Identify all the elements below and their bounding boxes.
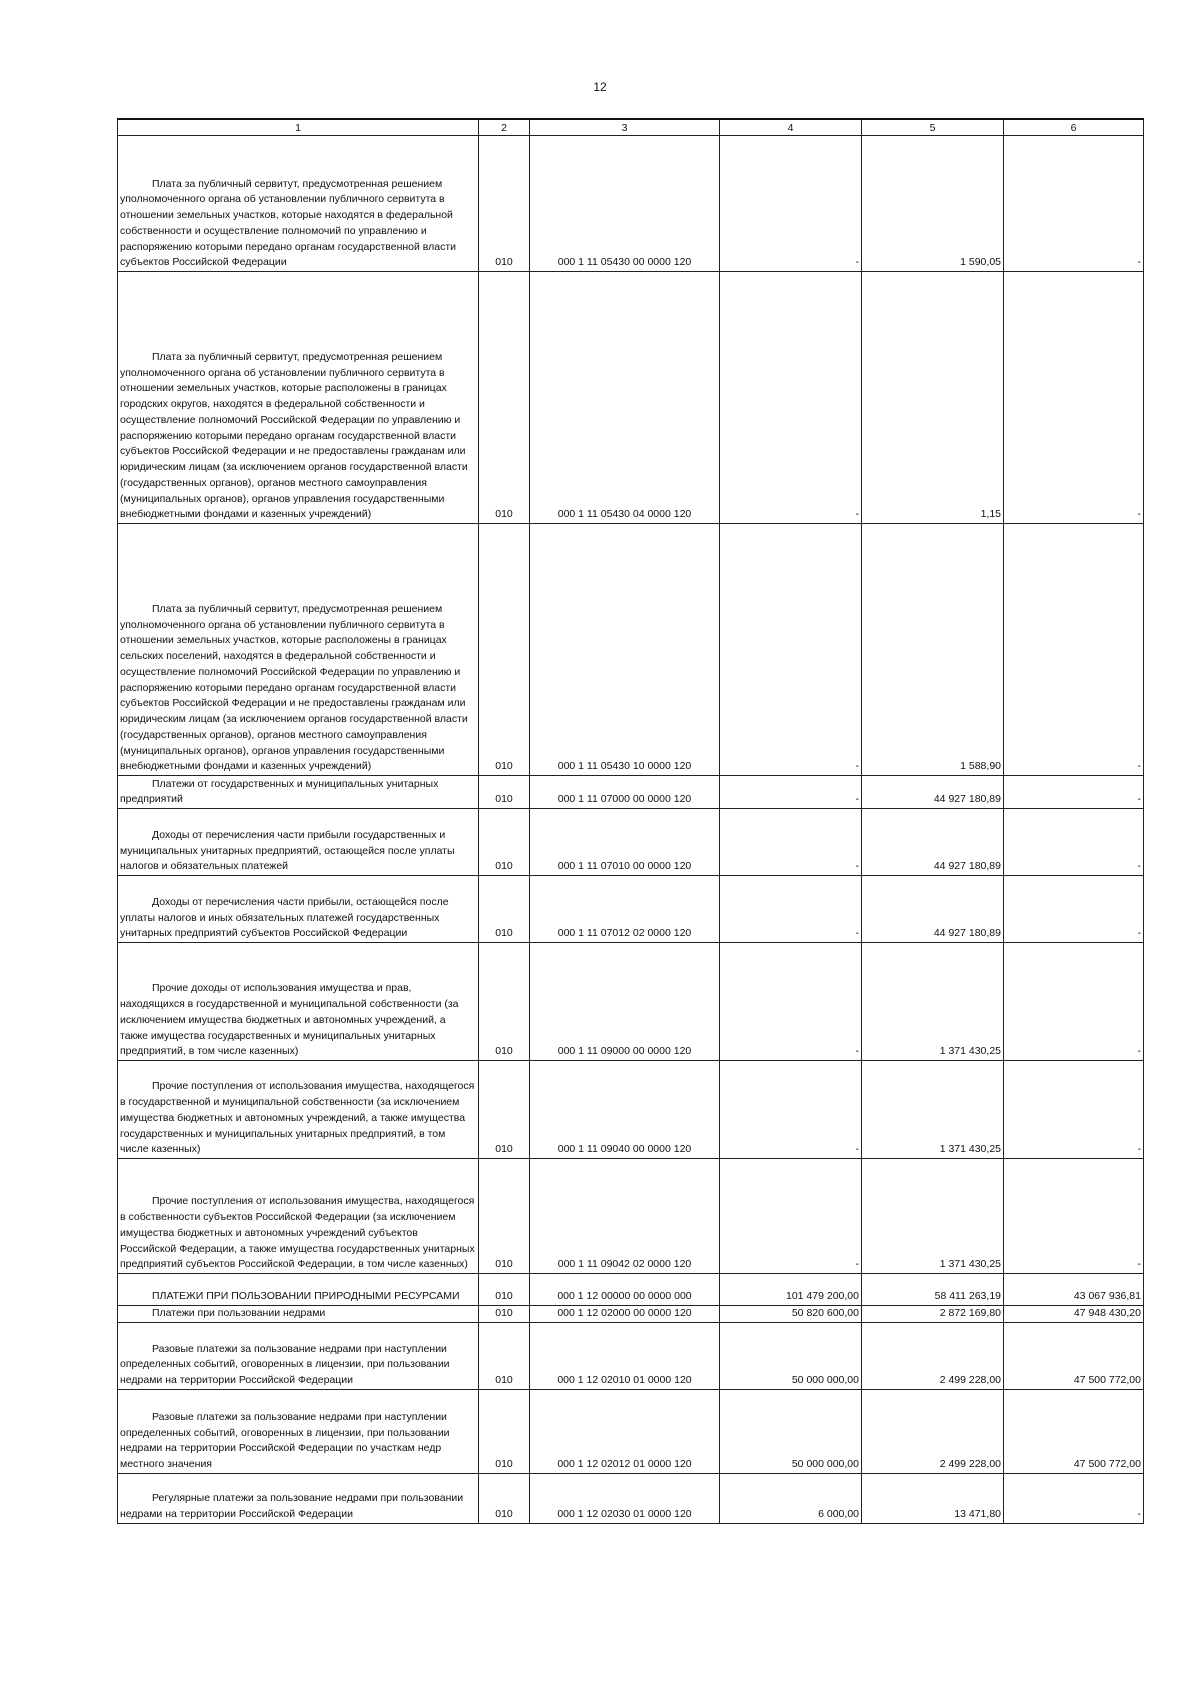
row-col-6: - bbox=[1004, 272, 1144, 524]
row-line-code: 010 bbox=[479, 1159, 530, 1274]
row-col-6: - bbox=[1004, 943, 1144, 1061]
row-name: Платежи от государственных и муниципальных унитарных предприятий bbox=[120, 777, 439, 806]
row-name-cell bbox=[118, 1473, 479, 1523]
row-line-code: 010 bbox=[479, 272, 530, 524]
row-col-5: 44 927 180,89 bbox=[862, 876, 1004, 943]
table-row bbox=[118, 136, 1144, 272]
row-name: ПЛАТЕЖИ ПРИ ПОЛЬЗОВАНИИ ПРИРОДНЫМИ РЕСУРСАМИ bbox=[152, 1290, 460, 1303]
row-name: Прочие поступления от использования имущества, находящегося в государственной и муниципальной собственности (за исключением имущества бюджетных и автономных учреждений, а также имущества государственных и муниципальных унитарных предприятий, в том числе казенных) bbox=[120, 1080, 475, 1156]
table-row bbox=[118, 809, 1144, 876]
row-name-cell bbox=[118, 1159, 479, 1274]
row-name: Плата за публичный сервитут, предусмотренная решением уполномоченного органа об установлении публичного сервитута в отношении земельных участков, которые находятся в федеральной собственности и осуществление полномочий по управлению и распоряжению которыми передано органам государственной власти субъектов Российской Федерации bbox=[120, 177, 457, 269]
header-col-2: 2 bbox=[479, 119, 530, 136]
row-col-5: 2 499 228,00 bbox=[862, 1389, 1004, 1473]
row-col-6: - bbox=[1004, 1473, 1144, 1523]
header-col-1: 1 bbox=[118, 119, 479, 136]
table-row bbox=[118, 1274, 1144, 1306]
header-col-4: 4 bbox=[720, 119, 862, 136]
header-col-5: 5 bbox=[862, 119, 1004, 136]
row-col-4: 101 479 200,00 bbox=[720, 1274, 862, 1306]
table-row bbox=[118, 1473, 1144, 1523]
row-budget-code: 000 1 11 07000 00 0000 120 bbox=[530, 776, 720, 809]
row-budget-code: 000 1 11 05430 04 0000 120 bbox=[530, 272, 720, 524]
row-col-4: - bbox=[720, 876, 862, 943]
row-name: Прочие поступления от использования имущества, находящегося в собственности субъектов Российской Федерации (за исключением имущества бюджетных и автономных учреждений субъектов Российской Федерации, а также имущества государственных унитарных предприятий субъектов Российской Федерации, в том числе казенных) bbox=[120, 1195, 475, 1271]
row-line-code: 010 bbox=[479, 1061, 530, 1159]
row-col-6: 47 948 430,20 bbox=[1004, 1306, 1144, 1323]
row-name: Прочие доходы от использования имущества и прав, находящихся в государственной и муниципальной собственности (за исключением имущества бюджетных и автономных учреждений, а также имущества государственных и муниципальных унитарных предприятий, в том числе казенных) bbox=[120, 982, 459, 1058]
row-col-6: - bbox=[1004, 136, 1144, 272]
row-name: Платежи при пользовании недрами bbox=[152, 1307, 326, 1319]
row-name: Регулярные платежи за пользование недрами при пользовании недрами на территории Российской Федерации bbox=[120, 1492, 464, 1520]
row-col-5: 44 927 180,89 bbox=[862, 809, 1004, 876]
row-line-code: 010 bbox=[479, 136, 530, 272]
row-col-5: 1 371 430,25 bbox=[862, 943, 1004, 1061]
table-row bbox=[118, 1306, 1144, 1323]
table-row bbox=[118, 943, 1144, 1061]
row-name-cell bbox=[118, 876, 479, 943]
row-name-cell bbox=[118, 272, 479, 524]
row-col-4: 50 000 000,00 bbox=[720, 1322, 862, 1389]
row-line-code: 010 bbox=[479, 1322, 530, 1389]
row-line-code: 010 bbox=[479, 943, 530, 1061]
row-col-6: 47 500 772,00 bbox=[1004, 1389, 1144, 1473]
row-col-5: 2 872 169,80 bbox=[862, 1306, 1004, 1323]
row-col-5: 44 927 180,89 bbox=[862, 776, 1004, 809]
row-name: Разовые платежи за пользование недрами при наступлении определенных событий, оговоренных в лицензии, при пользовании недрами на территории Российской Федерации по участкам недр местного значения bbox=[120, 1410, 450, 1470]
row-budget-code: 000 1 11 09042 02 0000 120 bbox=[530, 1159, 720, 1274]
row-line-code: 010 bbox=[479, 776, 530, 809]
row-col-4: 50 000 000,00 bbox=[720, 1389, 862, 1473]
row-name-cell bbox=[118, 524, 479, 776]
table-row bbox=[118, 1389, 1144, 1473]
row-line-code: 010 bbox=[479, 1473, 530, 1523]
row-name: Доходы от перечисления части прибыли государственных и муниципальных унитарных предприятий, остающейся после уплаты налогов и обязательных платежей bbox=[120, 828, 455, 873]
row-col-4: - bbox=[720, 776, 862, 809]
row-name-cell bbox=[118, 943, 479, 1061]
row-col-6: - bbox=[1004, 1061, 1144, 1159]
row-line-code: 010 bbox=[479, 876, 530, 943]
row-col-5: 58 411 263,19 bbox=[862, 1274, 1004, 1306]
row-col-5: 1 371 430,25 bbox=[862, 1061, 1004, 1159]
row-col-6: - bbox=[1004, 1159, 1144, 1274]
row-col-4: 50 820 600,00 bbox=[720, 1306, 862, 1323]
row-name: Плата за публичный сервитут, предусмотренная решением уполномоченного органа об установлении публичного сервитута в отношении земельных участков, которые расположены в границах городских округов, находятся в федеральной собственности и осуществление полномочий Российской Федерации по управлению и распоряжению которыми передано органам государственной власти субъектов Российской Федерации и не предоставлены гражданам или юридическим лицам (за исключением органов государственной власти (государственных органов), органов местного самоуправления (муниципальных органов), органов управления государственными внебюджетными фондами и казенных учреждений) bbox=[120, 350, 468, 521]
table-row bbox=[118, 876, 1144, 943]
table-row bbox=[118, 1159, 1144, 1274]
table-row bbox=[118, 1322, 1144, 1389]
row-name-cell bbox=[118, 1274, 479, 1306]
table-row bbox=[118, 272, 1144, 524]
page-number: 12 bbox=[593, 80, 607, 94]
row-budget-code: 000 1 11 05430 10 0000 120 bbox=[530, 524, 720, 776]
header-col-6: 6 bbox=[1004, 119, 1144, 136]
row-col-6: - bbox=[1004, 809, 1144, 876]
row-col-4: - bbox=[720, 1159, 862, 1274]
row-col-4: - bbox=[720, 272, 862, 524]
row-budget-code: 000 1 12 02030 01 0000 120 bbox=[530, 1473, 720, 1523]
row-line-code: 010 bbox=[479, 809, 530, 876]
table-row bbox=[118, 524, 1144, 776]
row-col-4: - bbox=[720, 524, 862, 776]
row-budget-code: 000 1 11 07012 02 0000 120 bbox=[530, 876, 720, 943]
row-budget-code: 000 1 11 09040 00 0000 120 bbox=[530, 1061, 720, 1159]
row-line-code: 010 bbox=[479, 1274, 530, 1306]
table-row bbox=[118, 1061, 1144, 1159]
row-name-cell bbox=[118, 1322, 479, 1389]
row-budget-code: 000 1 12 00000 00 0000 000 bbox=[530, 1274, 720, 1306]
header-col-3: 3 bbox=[530, 119, 720, 136]
row-line-code: 010 bbox=[479, 1389, 530, 1473]
row-budget-code: 000 1 12 02012 01 0000 120 bbox=[530, 1389, 720, 1473]
revenue-table bbox=[117, 118, 1144, 1524]
row-col-5: 1 371 430,25 bbox=[862, 1159, 1004, 1274]
row-budget-code: 000 1 12 02000 00 0000 120 bbox=[530, 1306, 720, 1323]
row-col-5: 1,15 bbox=[862, 272, 1004, 524]
row-col-6: 43 067 936,81 bbox=[1004, 1274, 1144, 1306]
row-name-cell bbox=[118, 1061, 479, 1159]
row-col-4: - bbox=[720, 136, 862, 272]
row-line-code: 010 bbox=[479, 524, 530, 776]
row-col-5: 2 499 228,00 bbox=[862, 1322, 1004, 1389]
row-budget-code: 000 1 11 09000 00 0000 120 bbox=[530, 943, 720, 1061]
row-col-5: 1 590,05 bbox=[862, 136, 1004, 272]
row-col-6: 47 500 772,00 bbox=[1004, 1322, 1144, 1389]
row-name: Разовые платежи за пользование недрами при наступлении определенных событий, оговоренных в лицензии, при пользовании недрами на территории Российской Федерации bbox=[120, 1342, 450, 1386]
row-name: Плата за публичный сервитут, предусмотренная решением уполномоченного органа об установлении публичного сервитута в отношении земельных участков, которые расположены в границах сельских поселений, находятся в федеральной собственности и осуществление полномочий Российской Федерации по управлению и распоряжению которыми передано органам государственной власти субъектов Российской Федерации и не предоставлены гражданам или юридическим лицам (за исключением органов государственной власти (государственных органов), органов местного самоуправления (муниципальных органов), органов управления государственными внебюджетными фондами и казенных учреждений) bbox=[120, 602, 468, 773]
row-col-4: - bbox=[720, 943, 862, 1061]
row-col-6: - bbox=[1004, 776, 1144, 809]
row-name-cell bbox=[118, 776, 479, 809]
row-col-6: - bbox=[1004, 876, 1144, 943]
row-name-cell bbox=[118, 1306, 479, 1323]
row-budget-code: 000 1 11 05430 00 0000 120 bbox=[530, 136, 720, 272]
row-budget-code: 000 1 12 02010 01 0000 120 bbox=[530, 1322, 720, 1389]
row-col-4: 6 000,00 bbox=[720, 1473, 862, 1523]
row-col-4: - bbox=[720, 809, 862, 876]
row-col-5: 1 588,90 bbox=[862, 524, 1004, 776]
table-row bbox=[118, 776, 1144, 809]
row-name-cell bbox=[118, 809, 479, 876]
row-name: Доходы от перечисления части прибыли, остающейся после уплаты налогов и иных обязательных платежей государственных унитарных предприятий субъектов Российской Федерации bbox=[120, 895, 449, 940]
row-name-cell bbox=[118, 136, 479, 272]
row-name-cell bbox=[118, 1389, 479, 1473]
row-line-code: 010 bbox=[479, 1306, 530, 1323]
row-col-5: 13 471,80 bbox=[862, 1473, 1004, 1523]
header-row bbox=[118, 119, 1144, 136]
row-col-4: - bbox=[720, 1061, 862, 1159]
row-col-6: - bbox=[1004, 524, 1144, 776]
row-budget-code: 000 1 11 07010 00 0000 120 bbox=[530, 809, 720, 876]
